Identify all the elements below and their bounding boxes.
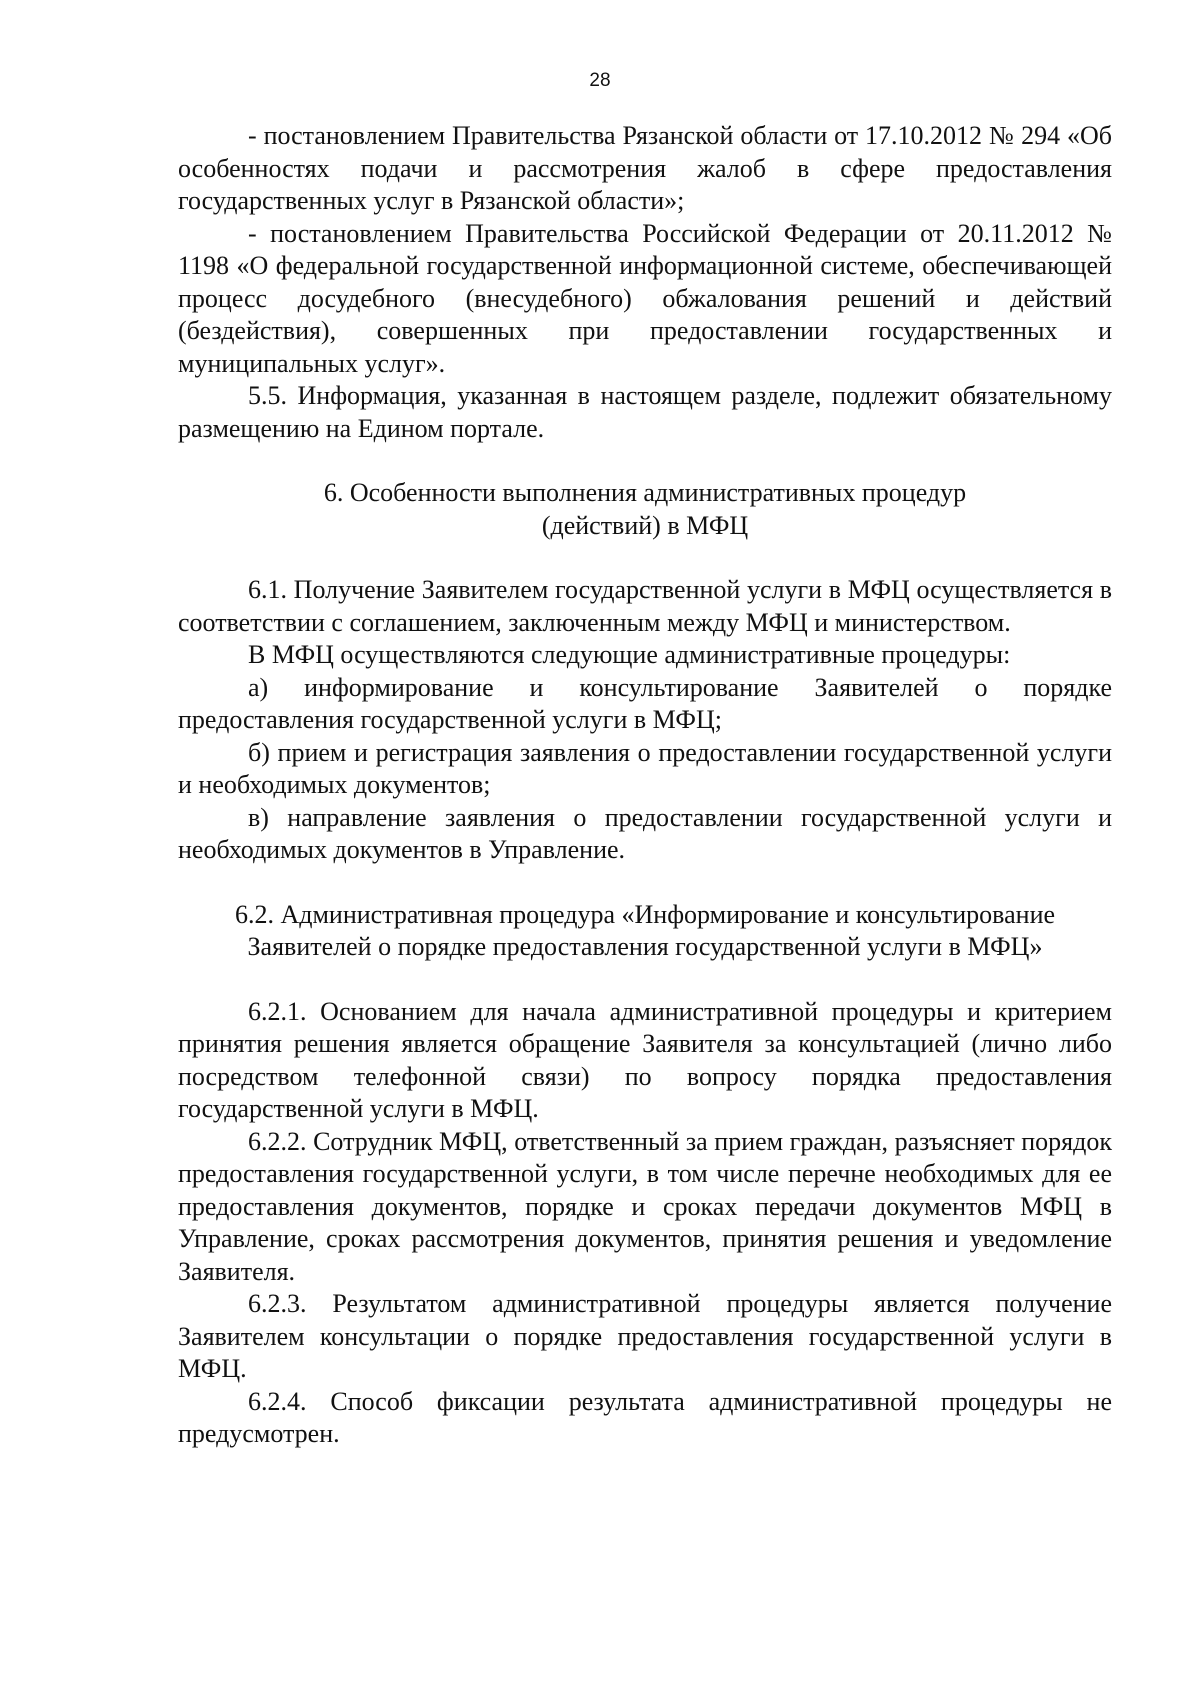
page-number: 28	[589, 70, 611, 91]
paragraph-6-2-4: 6.2.4. Способ фиксации результата административной процедуры не предусмотрен.	[178, 1386, 1112, 1448]
section-6-heading-line2: (действий) в МФЦ	[541, 510, 749, 540]
section-6-2-heading-line2: Заявителей о порядке предоставления государственной услуги в МФЦ»	[247, 932, 1043, 961]
paragraph-6-2-3: 6.2.3. Результатом административной процедуры является получение Заявителем консультации о порядке предоставления государственной услуги в МФЦ.	[178, 1289, 1112, 1383]
list-item-v: в) направление заявления о предоставлении государственной услуги и необходимых документов в Управление.	[178, 802, 1112, 864]
document-body	[178, 120, 1112, 1451]
paragraph-6-1: 6.1. Получение Заявителем государственной услуги в МФЦ осуществляется в соответствии с соглашением, заключенным между МФЦ и министерством.	[178, 575, 1112, 637]
paragraph-mfc-procedures: В МФЦ осуществляются следующие административные процедуры:	[248, 640, 1011, 669]
section-6-2-heading	[178, 899, 1112, 964]
list-item-a: а) информирование и консультирование Заявителей о порядке предоставления государственной услуги в МФЦ;	[178, 672, 1112, 734]
section-6-heading	[178, 477, 1112, 542]
section-6-2-heading-line1: 6.2. Административная процедура «Информирование и консультирование	[234, 899, 1056, 929]
paragraph-6-2-1: 6.2.1. Основанием для начала административной процедуры и критерием принятия решения является обращение Заявителя за консультацией (лично либо посредством телефонной связи) по вопросу порядка предоставления государственной услуги в МФЦ.	[178, 996, 1112, 1123]
paragraph-resolution-1198: - постановлением Правительства Российской Федерации от 20.11.2012 № 1198 «О федеральной государственной информационной системе, обеспечивающей процесс досудебного (внесудебного) обжалования решений и действий (бездействия), совершенных при предоставлении государственных и муниципальных услуг».	[178, 218, 1112, 378]
paragraph-6-2-2: 6.2.2. Сотрудник МФЦ, ответственный за прием граждан, разъясняет порядок предоставления государственной услуги, в том числе перечне необходимых для ее предоставления документов, порядке и сроках передачи документов МФЦ в Управление, сроках рассмотрения документов, принятия решения и уведомление Заявителя.	[178, 1126, 1112, 1286]
list-item-b: б) прием и регистрация заявления о предоставлении государственной услуги и необходимых документов;	[178, 737, 1112, 799]
section-6-heading-line1: 6. Особенности выполнения административных процедур	[323, 478, 967, 507]
paragraph-resolution-294: - постановлением Правительства Рязанской области от 17.10.2012 № 294 «Об особенностях подачи и рассмотрения жалоб в сфере предоставления государственных услуг в Рязанской области»;	[178, 121, 1112, 215]
paragraph-5-5: 5.5. Информация, указанная в настоящем разделе, подлежит обязательному размещению на Едином портале.	[178, 381, 1112, 443]
